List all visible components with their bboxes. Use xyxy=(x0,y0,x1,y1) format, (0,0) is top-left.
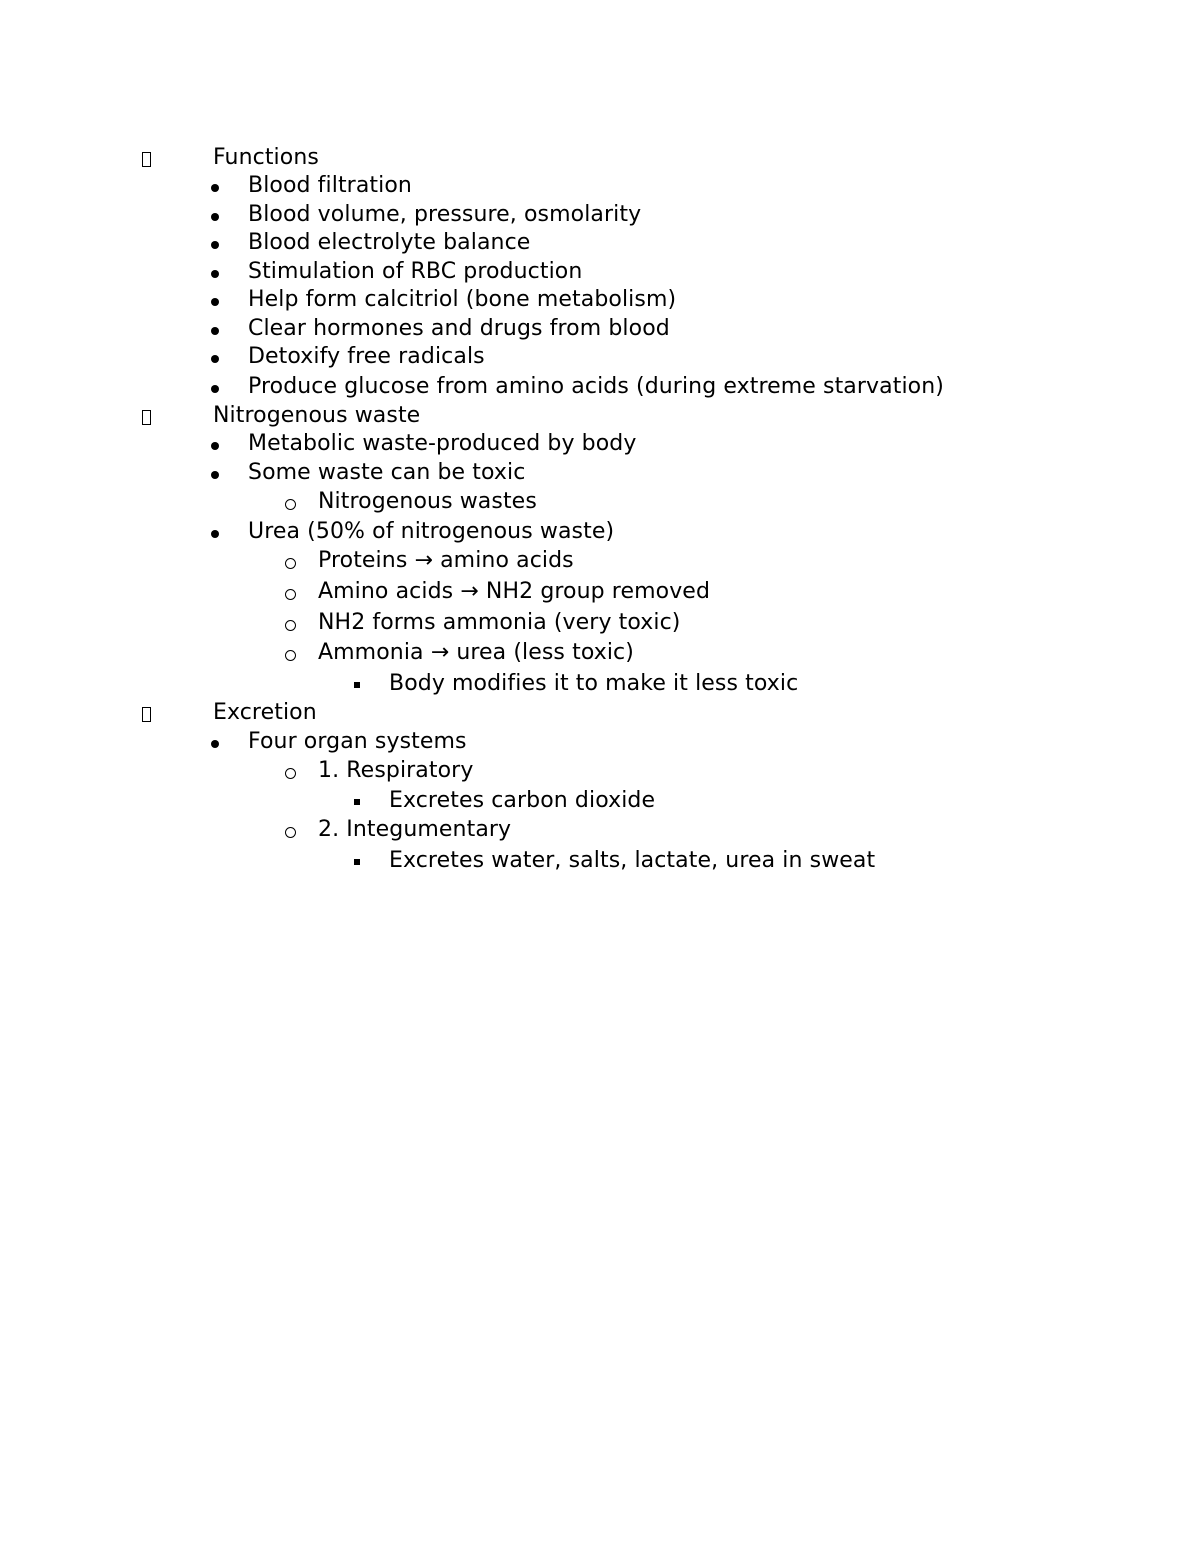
missing-glyph-box-icon xyxy=(142,144,151,176)
outline-item-text: Four organ systems xyxy=(248,729,467,754)
filled-circle-bullet-icon xyxy=(207,343,219,371)
outline-item-text: Proteins → amino acids xyxy=(318,548,574,573)
filled-square-bullet-icon xyxy=(352,847,360,875)
filled-circle-bullet-icon xyxy=(207,258,219,286)
outline-item-text: Help form calcitriol (bone metabolism) xyxy=(248,287,677,312)
hollow-circle-bullet-icon xyxy=(282,757,296,787)
filled-circle-bullet-icon xyxy=(207,518,219,546)
filled-circle-bullet-icon xyxy=(207,430,219,458)
filled-square-bullet-icon xyxy=(352,787,360,815)
outline-item-text: Excretes carbon dioxide xyxy=(389,788,656,813)
outline-item-text: Detoxify free radicals xyxy=(248,344,485,369)
outline-item-text: Nitrogenous wastes xyxy=(318,489,537,514)
outline-item-text: Ammonia → urea (less toxic) xyxy=(318,640,634,665)
outline-item-text: 1. Respiratory xyxy=(318,758,474,783)
hollow-circle-bullet-icon xyxy=(282,488,296,518)
filled-circle-bullet-icon xyxy=(207,459,219,487)
filled-circle-bullet-icon xyxy=(207,172,219,200)
missing-glyph-box-icon xyxy=(142,699,151,731)
outline-item-text: Excretes water, salts, lactate, urea in sweat xyxy=(389,848,876,873)
filled-square-bullet-icon xyxy=(352,670,360,698)
outline-item-text: Stimulation of RBC production xyxy=(248,259,583,284)
outline-item-text: Produce glucose from amino acids (during extreme starvation) xyxy=(248,374,944,399)
outline-item-text: Blood filtration xyxy=(248,173,412,198)
outline-item-text: Body modifies it to make it less toxic xyxy=(389,671,799,696)
hollow-circle-bullet-icon xyxy=(282,609,296,639)
hollow-circle-bullet-icon xyxy=(282,639,296,669)
outline-item-text: Blood electrolyte balance xyxy=(248,230,531,255)
outline-item-text: Some waste can be toxic xyxy=(248,460,526,485)
filled-circle-bullet-icon xyxy=(207,229,219,257)
filled-circle-bullet-icon xyxy=(207,286,219,314)
filled-circle-bullet-icon xyxy=(207,315,219,343)
outline-item-text: Clear hormones and drugs from blood xyxy=(248,316,670,341)
hollow-circle-bullet-icon xyxy=(282,816,296,846)
filled-circle-bullet-icon xyxy=(207,728,219,756)
filled-circle-bullet-icon xyxy=(207,373,219,401)
outline-item-text: Functions xyxy=(213,145,319,170)
hollow-circle-bullet-icon xyxy=(282,547,296,577)
outline-item-text: Excretion xyxy=(213,700,317,725)
outline-item-text: Urea (50% of nitrogenous waste) xyxy=(248,519,615,544)
filled-circle-bullet-icon xyxy=(207,201,219,229)
missing-glyph-box-icon xyxy=(142,402,151,434)
outline-item-text: Metabolic waste-produced by body xyxy=(248,431,637,456)
outline-item-text: Nitrogenous waste xyxy=(213,403,421,428)
outline-item-text: 2. Integumentary xyxy=(318,817,512,842)
outline-item-text: NH2 forms ammonia (very toxic) xyxy=(318,610,681,635)
hollow-circle-bullet-icon xyxy=(282,578,296,608)
outline-item-text: Amino acids → NH2 group removed xyxy=(318,579,711,604)
outline-item-text: Blood volume, pressure, osmolarity xyxy=(248,202,642,227)
